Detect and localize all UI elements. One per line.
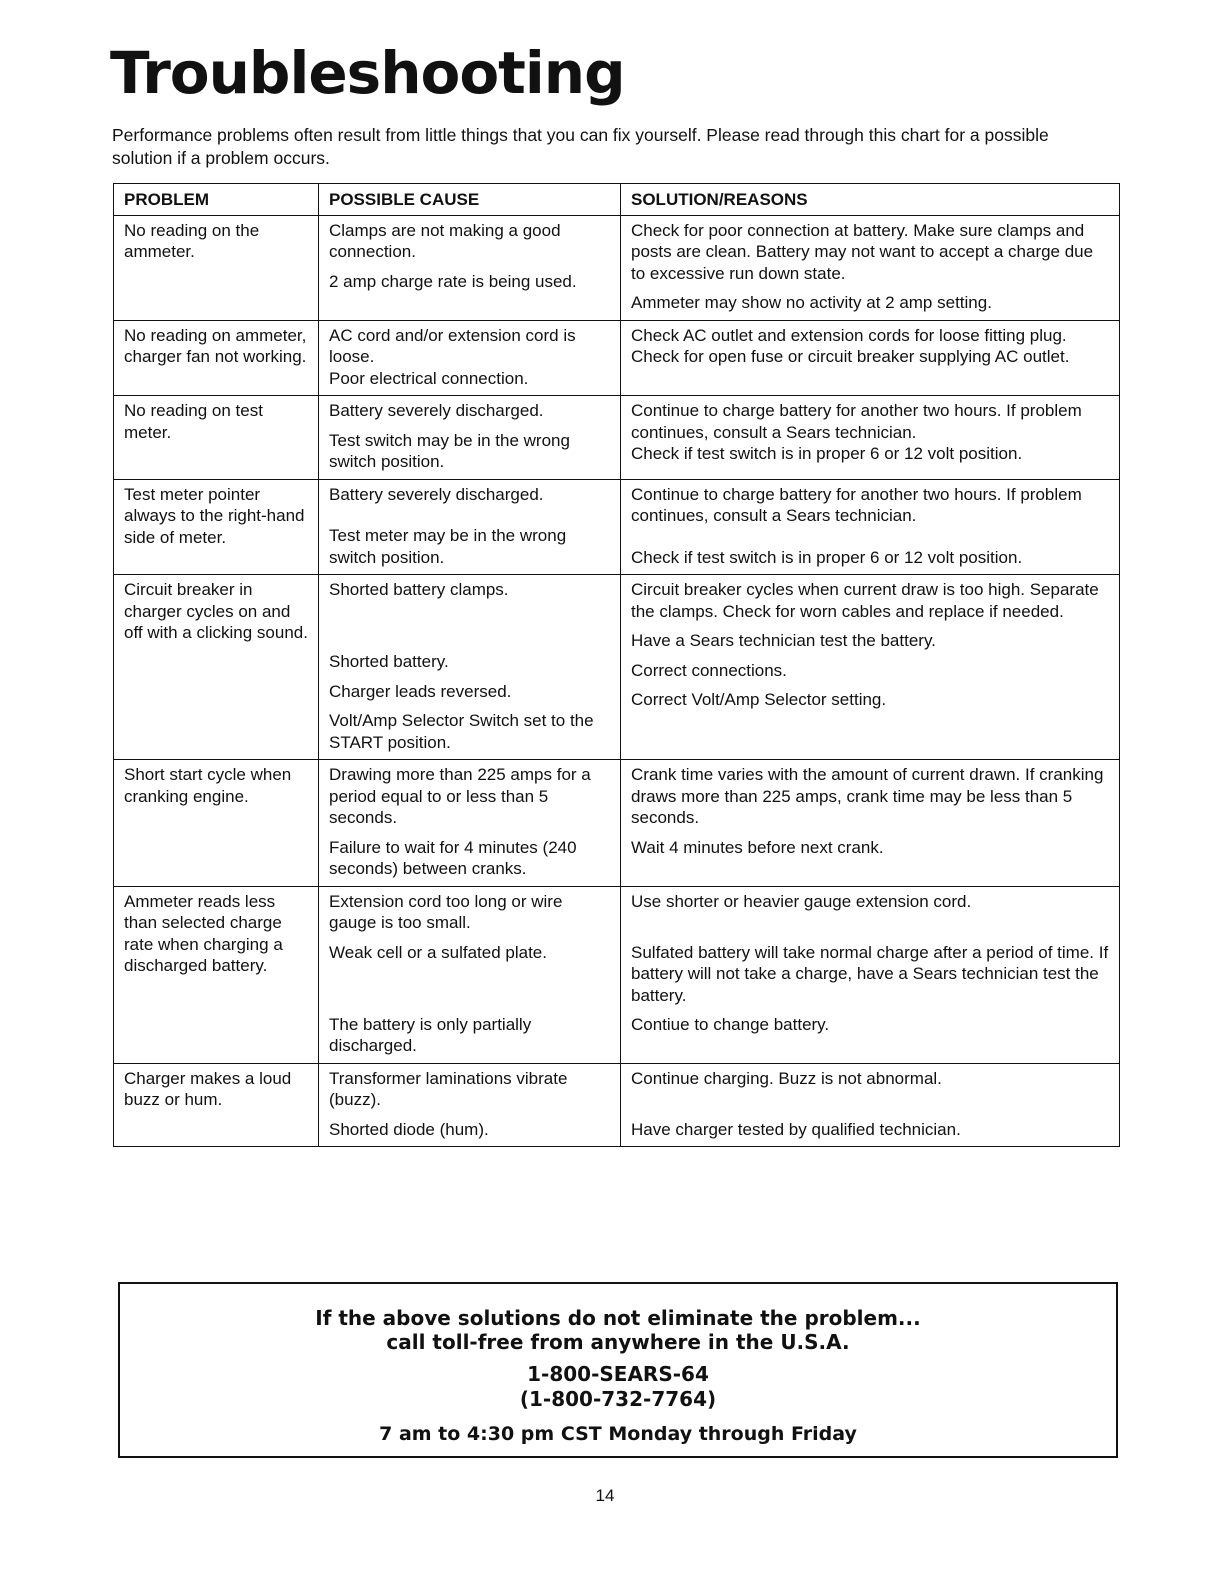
phone-number-mnemonic: 1-800-SEARS-64 — [527, 1362, 709, 1386]
solution-cell — [621, 320, 1120, 396]
solution-entry: Circuit breaker cycles when current draw is too high. Separate the clamps. Check for worn cables and replace if needed. — [631, 580, 1099, 621]
cause-cell — [319, 760, 621, 887]
cause-cell — [319, 320, 621, 396]
callout-heading: If the above solutions do not eliminate the problem... — [315, 1306, 921, 1330]
problem-cell: No reading on the ammeter. — [114, 215, 319, 320]
support-callout-box — [118, 1282, 1118, 1458]
cause-entry: Shorted battery. — [329, 652, 449, 671]
cause-entry: The battery is only partially discharged. — [329, 1014, 532, 1055]
cause-cell — [319, 479, 621, 575]
table-header-row — [114, 184, 1120, 216]
cause-cell — [319, 396, 621, 480]
solution-cell — [621, 1063, 1120, 1147]
solution-entry: Check if test switch is in proper 6 or 12 volt position. — [631, 547, 1023, 567]
cause-entry: AC cord and/or extension cord is loose. — [329, 325, 576, 366]
problem-cell: Ammeter reads less than selected charge rate when charging a discharged battery. — [114, 886, 319, 1063]
problem-cell: Circuit breaker in charger cycles on and off with a clicking sound. — [114, 575, 319, 760]
page-number: 14 — [595, 1486, 615, 1505]
table-row — [114, 886, 1120, 1063]
problem-cell: No reading on ammeter, charger fan not working. — [114, 320, 319, 396]
solution-entry: Contiue to change battery. — [631, 1015, 830, 1034]
solution-entry: Continue to charge battery for another two hours. If problem continues, consult a Sears technician. — [631, 484, 1082, 525]
cause-entry: Volt/Amp Selector Switch set to the START position. — [329, 711, 594, 752]
solution-cell — [621, 886, 1120, 1063]
column-header-solution: SOLUTION/REASONS — [621, 184, 1120, 216]
cause-entry: Shorted battery clamps. — [329, 580, 509, 599]
cause-entry: Weak cell or a sulfated plate. — [329, 942, 547, 962]
cause-entry: 2 amp charge rate is being used. — [329, 271, 577, 291]
table-row — [114, 396, 1120, 480]
solution-cell — [621, 760, 1120, 887]
solution-entry: Check for poor connection at battery. Make sure clamps and posts are clean. Battery may not want to accept a charge due to excessive run down state. — [631, 220, 1094, 283]
cause-cell — [319, 886, 621, 1063]
cause-entry: Test switch may be in the wrong switch position. — [329, 430, 570, 471]
problem-cell: Test meter pointer always to the right-hand side of meter. — [114, 479, 319, 575]
problem-cell: Charger makes a loud buzz or hum. — [114, 1063, 319, 1147]
problem-cell: No reading on test meter. — [114, 396, 319, 480]
column-header-possible-cause: POSSIBLE CAUSE — [319, 184, 621, 216]
solution-entry: Crank time varies with the amount of current drawn. If cranking draws more than 225 amps, crank time may be less than 5 seconds. — [631, 765, 1104, 827]
solution-entry: Have a Sears technician test the battery. — [631, 631, 936, 650]
solution-entry: Correct connections. — [631, 660, 787, 680]
solution-cell — [621, 215, 1120, 320]
solution-cell — [621, 479, 1120, 575]
cause-cell — [319, 1063, 621, 1147]
cause-entry: Failure to wait for 4 minutes (240 seconds) between cranks. — [329, 837, 577, 878]
cause-entry: Clamps are not making a good connection. — [329, 220, 561, 261]
table-row — [114, 760, 1120, 887]
cause-entry: Poor electrical connection. — [329, 368, 529, 388]
solution-entry: Wait 4 minutes before next crank. — [631, 837, 884, 857]
table-row — [114, 575, 1120, 760]
solution-entry: Use shorter or heavier gauge extension cord. — [631, 891, 972, 911]
callout-subheading: call toll-free from anywhere in the U.S.A. — [386, 1330, 850, 1354]
cause-cell — [319, 215, 621, 320]
solution-entry: Continue to charge battery for another two hours. If problem continues, consult a Sears technician. — [631, 401, 1082, 442]
cause-entry: Transformer laminations vibrate (buzz). — [329, 1068, 568, 1109]
cause-entry: Shorted diode (hum). — [329, 1119, 489, 1139]
solution-entry: Check AC outlet and extension cords for loose fitting plug. — [631, 325, 1067, 345]
cause-entry: Battery severely discharged. — [329, 401, 544, 420]
table-row — [114, 320, 1120, 396]
solution-entry: Check if test switch is in proper 6 or 12 volt position. — [631, 444, 1023, 463]
cause-entry: Battery severely discharged. — [329, 484, 544, 504]
cause-entry: Test meter may be in the wrong switch position. — [329, 526, 567, 567]
solution-cell — [621, 396, 1120, 480]
phone-number-numeric: (1-800-732-7764) — [519, 1387, 717, 1411]
support-hours: 7 am to 4:30 pm CST Monday through Friday — [379, 1423, 857, 1445]
solution-cell — [621, 575, 1120, 760]
page-title: Troubleshooting — [110, 39, 625, 107]
cause-entry: Extension cord too long or wire gauge is too small. — [329, 891, 563, 932]
table-row — [114, 215, 1120, 320]
solution-entry: Check for open fuse or circuit breaker supplying AC outlet. — [631, 347, 1070, 366]
table-row — [114, 1063, 1120, 1147]
intro-paragraph: Performance problems often result from little things that you can fix yourself. Please read through this chart for a possible solution if a problem occurs. — [112, 125, 1049, 168]
table-row — [114, 479, 1120, 575]
cause-cell — [319, 575, 621, 760]
column-header-problem: PROBLEM — [114, 184, 319, 216]
problem-cell: Short start cycle when cranking engine. — [114, 760, 319, 887]
cause-entry: Drawing more than 225 amps for a period equal to or less than 5 seconds. — [329, 765, 591, 827]
solution-entry: Continue charging. Buzz is not abnormal. — [631, 1068, 942, 1088]
solution-entry: Correct Volt/Amp Selector setting. — [631, 690, 887, 709]
solution-entry: Ammeter may show no activity at 2 amp setting. — [631, 293, 992, 312]
cause-entry: Charger leads reversed. — [329, 681, 512, 701]
solution-entry: Have charger tested by qualified technician. — [631, 1119, 961, 1139]
troubleshooting-table — [113, 183, 1120, 1147]
solution-entry: Sulfated battery will take normal charge after a period of time. If battery will not take a charge, have a Sears technician test the battery. — [631, 942, 1109, 1005]
